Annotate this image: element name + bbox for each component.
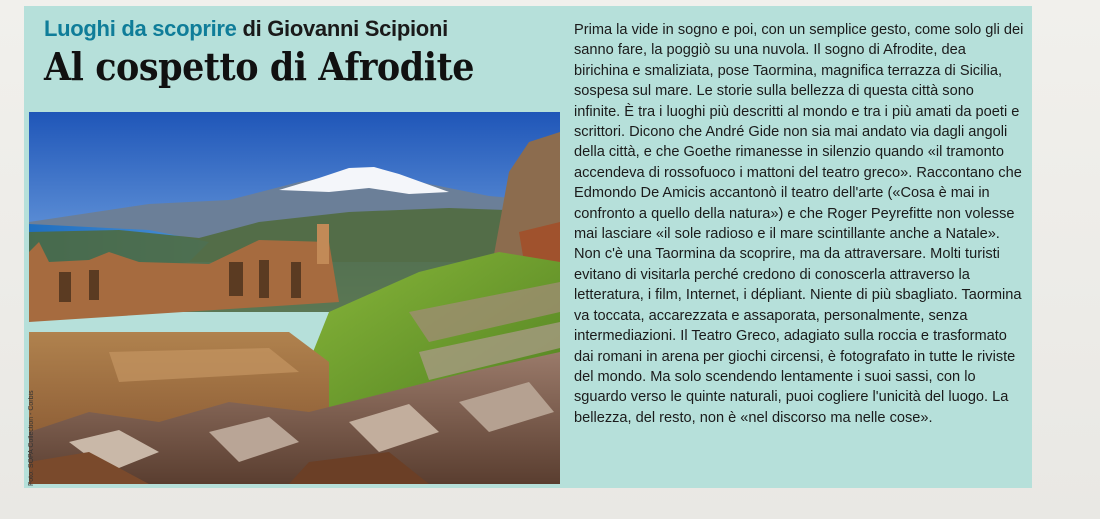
author-byline: di Giovanni Scipioni [242,16,448,41]
photo-illustration [29,112,560,484]
section-kicker: Luoghi da scoprire [44,16,237,41]
photo-credit: Foto: SOPA Collection - Corbis [28,390,35,486]
article-card [24,6,1032,488]
article-title: Al cospetto di Afrodite [44,44,475,89]
taormina-theatre-photo [29,112,560,484]
article-header [44,16,564,89]
kicker-line [44,16,564,42]
article-body: Prima la vide in sogno e poi, con un semplice gesto, come solo gli dei sanno fare, la poggiò su una nuvola. Il sogno di Afrodite, dea birichina e smaliziata, pose Taormina, magnifica terrazza di Sicilia, sospesa sul mare. Le storie sulla bellezza di questa città sono infinite. È tra i luoghi più descritti al mondo e tra i più amati da poeti e scrittori. Dicono che André Gide non sia mai andato via dagli angoli della città, e che Goethe rimanesse in silenzio quando «il tramonto accendeva di rossofuoco i mattoni del teatro greco». Raccontano che Edmondo De Amicis accantonò il teatro dell'arte («Cosa è mai in confronto a quello della natura») e che Roger Peyrefitte non volesse mai lasciare «il sole radioso e il mare scintillante anche a Natale». Non c'è una Taormina da scoprire, ma da attraversare. Molti turisti evitano di visitarla perché credono di conoscerla attraverso la letteratura, i film, Internet, i dépliant. Niente di più sbagliato. Taormina va toccata, accarezzata e assaporata, personalmente, senza intermediazioni. Il Teatro Greco, adagiato sulla roccia e trasformato dai romani in arena per giochi circensi, è fotografato in tutte le riviste del mondo. Ma solo scendendo lentamente i suoi sassi, con lo sguardo verso le quinte naturali, puoi cogliere l'unicità del luogo. La bellezza, del resto, non è «nel discorso ma nelle cose». [574,22,1024,426]
